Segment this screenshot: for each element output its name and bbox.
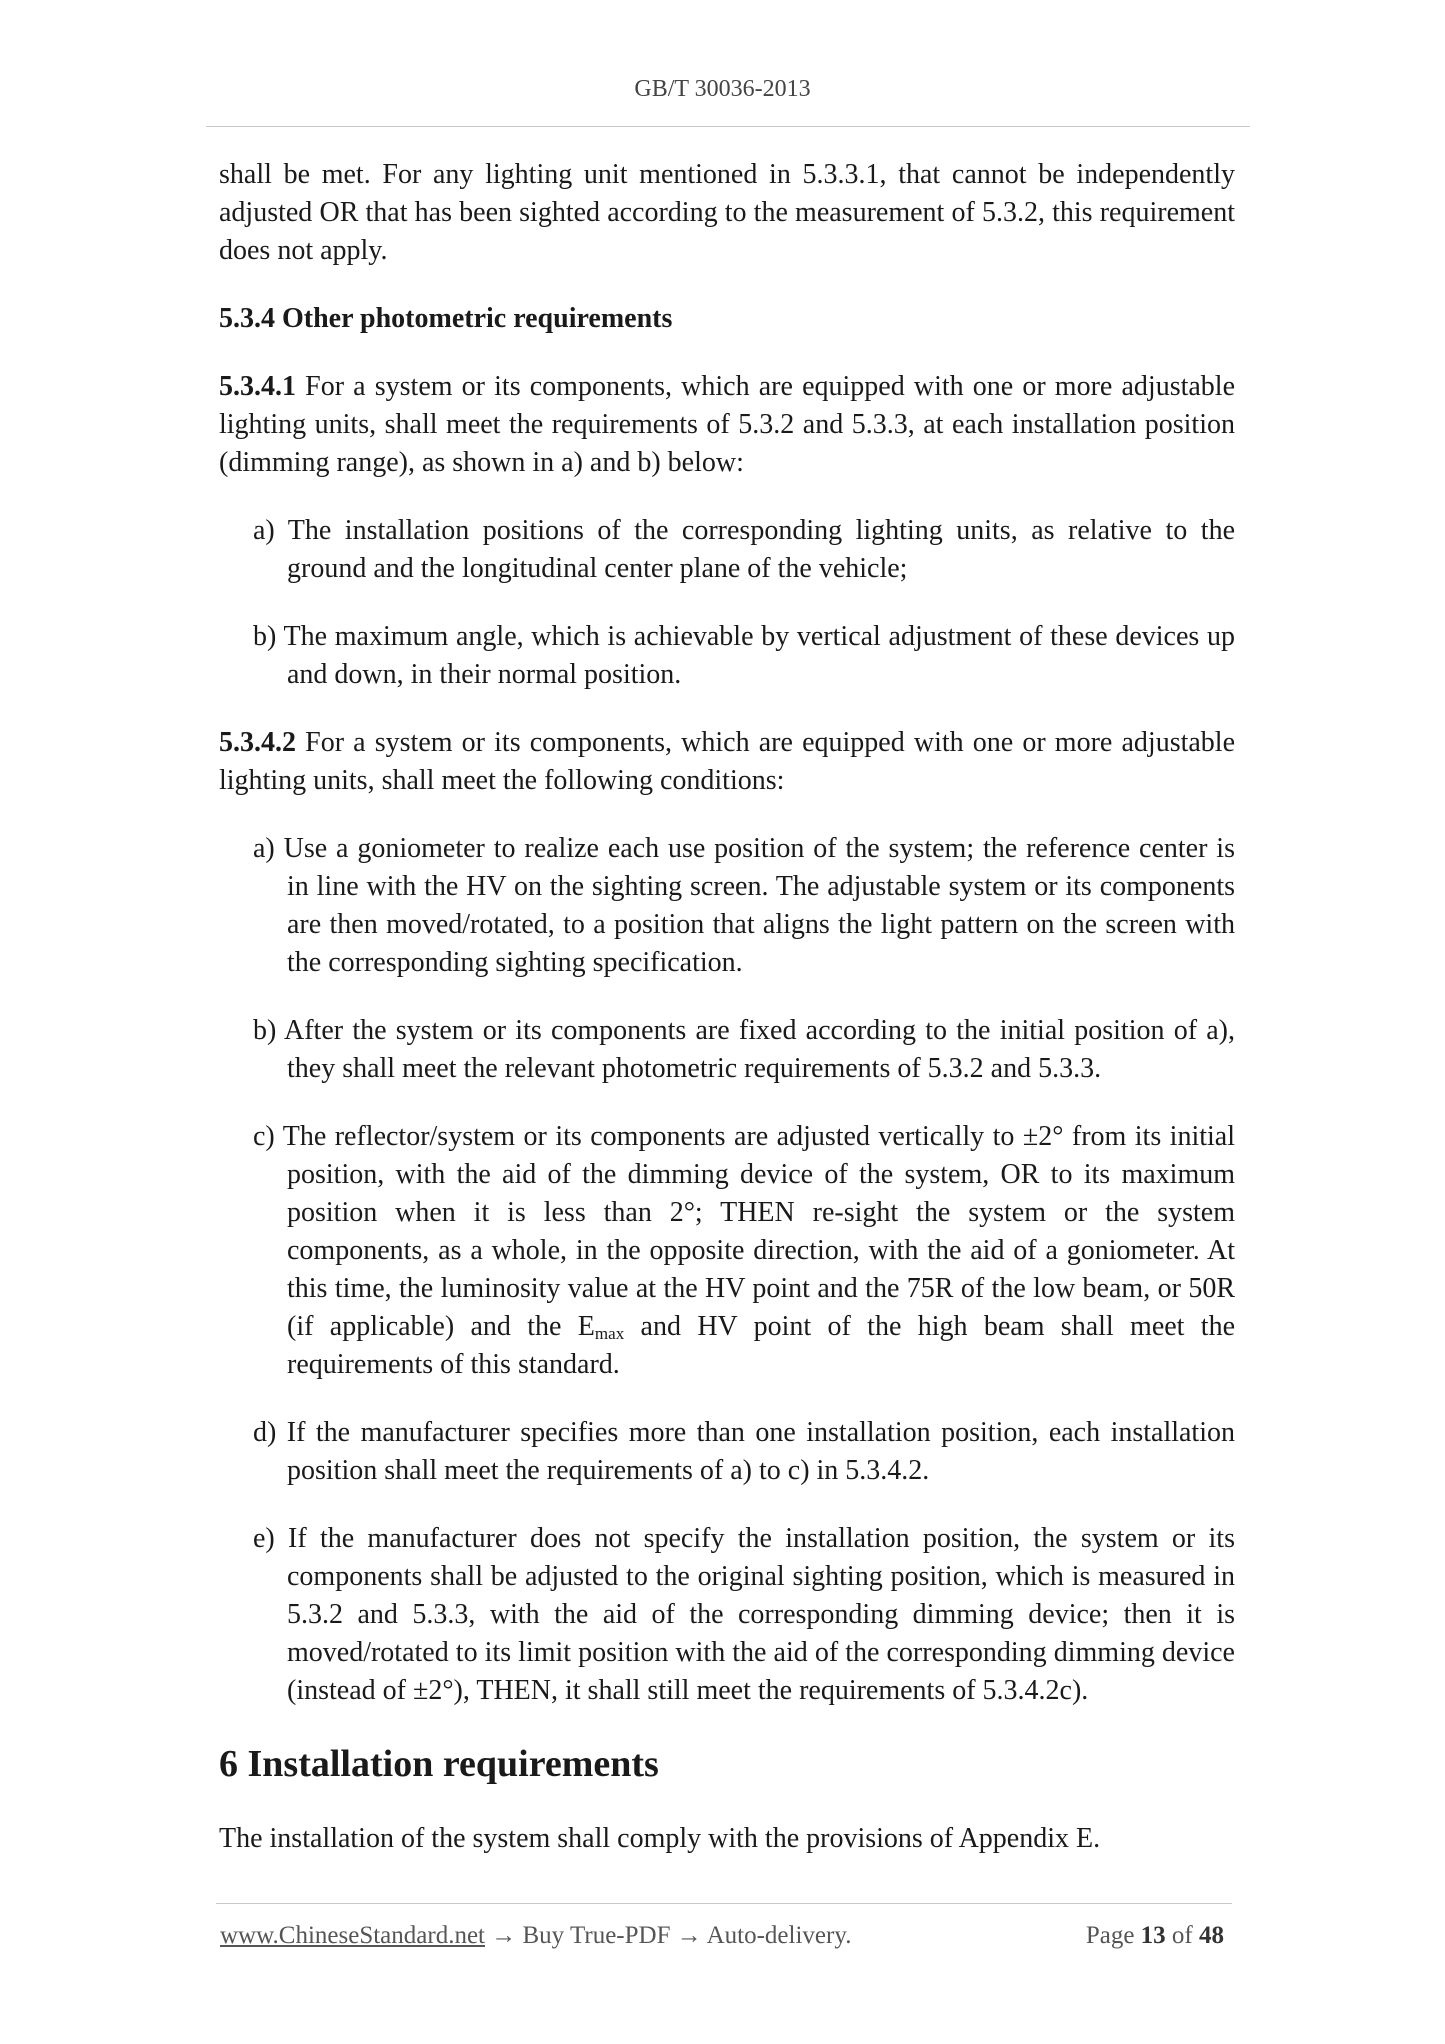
page-footer — [220, 1922, 1232, 1950]
item-label: a) — [253, 833, 284, 864]
subscript: max — [594, 1324, 625, 1343]
list-item — [219, 1012, 1235, 1088]
item-text: The reflector/system or its components are adjusted vertically to ±2° from its initial position, with the aid of the dimming device of the system, OR to its maximum position when it is less than 2°; THEN re-sight the system or the system components, as a whole, in the opposite direction, with the aid of a goniometer. At this time, the luminosity value at the HV point and the 75R of the low beam, or 50R (if applicable) and the E — [282, 1121, 1236, 1342]
item-text: The maximum angle, which is achievable by vertical adjustment of these devices up and down, in their normal position. — [283, 621, 1235, 690]
item-text: The installation positions of the corresponding lighting units, as relative to the ground and the longitudinal center plane of the vehicle; — [287, 515, 1235, 584]
of-label: of — [1171, 1922, 1193, 1949]
clause-number: 5.3.4.1 — [219, 371, 296, 402]
buy-text: Buy True-PDF — [522, 1922, 671, 1949]
list-item — [219, 1118, 1235, 1384]
page-number — [1086, 1922, 1224, 1950]
item-text: If the manufacturer specifies more than one installation position, each installation position shall meet the requirements of a) to c) in 5.3.4.2. — [286, 1417, 1235, 1486]
section-6-heading: 6 Installation requirements — [219, 1743, 659, 1785]
total-pages: 48 — [1199, 1922, 1224, 1949]
clause-text: For a system or its components, which are equipped with one or more adjustable lighting units, shall meet the requirements of 5.3.2 and 5.3.3, at each installation position (dimming range), as shown in a) and b) below: — [219, 371, 1235, 478]
delivery-text: Auto-delivery. — [706, 1922, 852, 1949]
item-label: d) — [253, 1417, 287, 1448]
website-link[interactable]: www.ChineseStandard.net — [220, 1922, 485, 1949]
page-body — [219, 156, 1235, 1858]
current-page: 13 — [1140, 1922, 1166, 1949]
list-item — [219, 1520, 1235, 1710]
item-label: b) — [253, 1015, 285, 1046]
section-5-3-4-heading: 5.3.4 Other photometric requirements — [219, 303, 673, 334]
item-label: a) — [253, 515, 288, 546]
arrow-right-icon: → — [670, 1922, 707, 1949]
clause-text: For a system or its components, which are equipped with one or more adjustable lighting units, shall meet the following conditions: — [219, 727, 1235, 796]
clause-5-3-4-1 — [219, 368, 1235, 482]
item-text-cont: and HV point of the high beam shall meet the requirements of this standard. — [287, 1311, 1236, 1380]
list-item — [219, 830, 1235, 982]
list-item — [219, 512, 1235, 588]
section-6-text: The installation of the system shall comply with the provisions of Appendix E. — [219, 1823, 1101, 1854]
page-label: Page — [1085, 1922, 1135, 1949]
item-label: c) — [253, 1121, 283, 1152]
item-text: After the system or its components are fixed according to the initial position of a), they shall meet the relevant photometric requirements of 5.3.2 and 5.3.3. — [284, 1015, 1236, 1084]
list-item — [219, 618, 1235, 694]
clause-number: 5.3.4.2 — [219, 727, 296, 758]
clause-5-3-4-2 — [219, 724, 1235, 800]
document-id-header: GB/T 30036-2013 — [634, 76, 811, 102]
intro-paragraph: shall be met. For any lighting unit mentioned in 5.3.3.1, that cannot be independently adjusted OR that has been sighted according to the measurement of 5.3.2, this requirement does not apply. — [219, 159, 1235, 266]
footer-divider — [216, 1903, 1232, 1904]
list-item — [219, 1414, 1235, 1490]
item-text: Use a goniometer to realize each use position of the system; the reference center is in line with the HV on the sighting screen. The adjustable system or its components are then moved/rotated, to a position that aligns the light pattern on the screen with the corresponding sighting specification. — [283, 833, 1235, 978]
item-label: b) — [253, 621, 284, 652]
arrow-right-icon: → — [485, 1922, 523, 1949]
item-label: e) — [253, 1523, 289, 1554]
item-text: If the manufacturer does not specify the installation position, the system or its components shall be adjusted to the original sighting position, which is measured in 5.3.2 and 5.3.3, with the aid of the corresponding dimming device; then it is moved/rotated to its limit position with the aid of the corresponding dimming device (instead of ±2°), THEN, it shall still meet the requirements of 5.3.4.2c). — [287, 1523, 1235, 1706]
header-divider — [206, 126, 1250, 127]
